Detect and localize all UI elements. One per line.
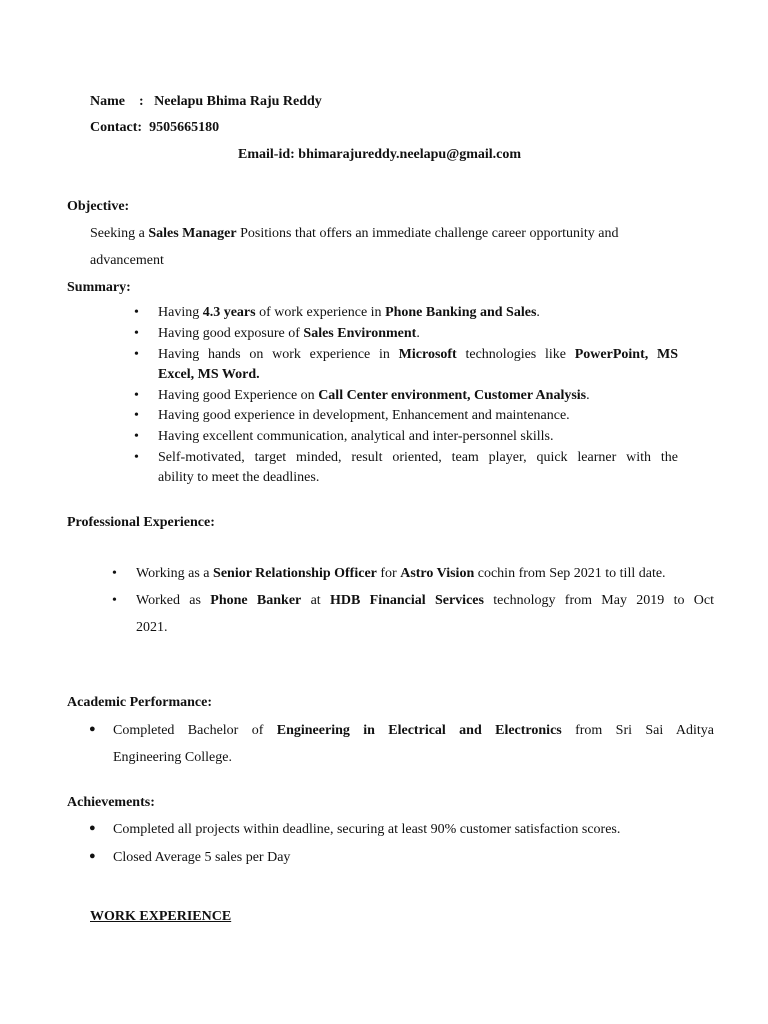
bullet-icon: • <box>134 388 139 403</box>
summary-item: Having hands on work experience in Microsoft technologies like PowerPoint, MS <box>158 347 678 362</box>
achievement-item: Closed Average 5 sales per Day <box>113 850 291 865</box>
summary-item: Self-motivated, target minded, result oriented, team player, quick learner with the <box>158 450 678 465</box>
objective-title: Objective: <box>67 199 130 214</box>
bullet-icon: ● <box>89 850 96 862</box>
achievement-item: Completed all projects within deadline, securing at least 90% customer satisfaction scores. <box>113 822 621 837</box>
summary-item: Having good experience in development, Enhancement and maintenance. <box>158 408 570 423</box>
experience-item-continuation: 2021. <box>136 620 168 635</box>
name-value: Neelapu Bhima Raju Reddy <box>154 94 322 109</box>
work-experience-title: WORK EXPERIENCE <box>90 909 232 924</box>
objective-line-1: Seeking a Sales Manager Positions that offers an immediate challenge career opportunity and <box>90 226 619 241</box>
summary-item-continuation: Excel, MS Word. <box>158 367 260 382</box>
experience-item: Working as a Senior Relationship Officer for Astro Vision cochin from Sep 2021 to till date. <box>136 566 666 581</box>
objective-line-2: advancement <box>90 253 164 268</box>
contact-value: 9505665180 <box>149 120 220 135</box>
summary-item: Having good exposure of Sales Environment. <box>158 326 420 341</box>
summary-title: Summary: <box>67 280 131 295</box>
email-line: Email-id: bhimarajureddy.neelapu@gmail.com <box>238 147 522 162</box>
contact-line: Contact: 9505665180 <box>90 120 220 135</box>
bullet-icon: • <box>112 566 117 581</box>
bullet-icon: • <box>134 450 139 465</box>
professional-title: Professional Experience: <box>67 515 215 530</box>
bullet-icon: ● <box>89 822 96 834</box>
bullet-icon: • <box>134 326 139 341</box>
summary-item: Having good Experience on Call Center environment, Customer Analysis. <box>158 388 590 403</box>
experience-item: Worked as Phone Banker at HDB Financial Services technology from May 2019 to Oct <box>136 593 715 608</box>
academic-title: Academic Performance: <box>67 695 212 710</box>
bullet-icon: • <box>112 593 117 608</box>
bullet-icon: • <box>134 347 139 362</box>
summary-item: Having excellent communication, analytical and inter-personnel skills. <box>158 429 554 444</box>
academic-item: Completed Bachelor of Engineering in Electrical and Electronics from Sri Sai Aditya <box>113 723 714 738</box>
summary-item: Having 4.3 years of work experience in Phone Banking and Sales. <box>158 305 540 320</box>
name-label: Name : Neelapu Bhima Raju Reddy <box>90 94 322 109</box>
achievements-title: Achievements: <box>67 795 155 810</box>
academic-item-continuation: Engineering College. <box>113 750 232 765</box>
summary-item-continuation: ability to meet the deadlines. <box>158 470 320 485</box>
bullet-icon: • <box>134 305 139 320</box>
bullet-icon: • <box>134 429 139 444</box>
email-value: bhimarajureddy.neelapu@gmail.com <box>298 147 522 162</box>
bullet-icon: ● <box>89 723 96 735</box>
bullet-icon: • <box>134 408 139 423</box>
